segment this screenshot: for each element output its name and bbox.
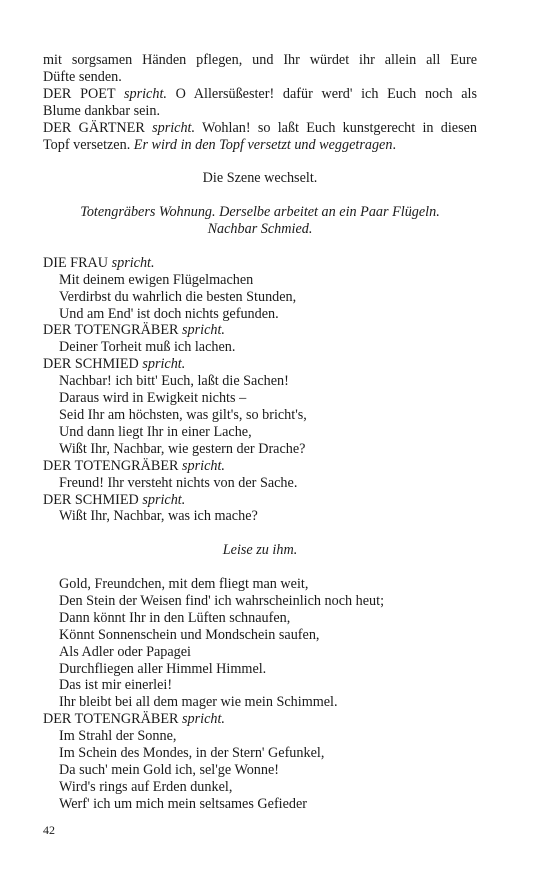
speaker-name: DER GÄRTNER	[43, 119, 145, 136]
speaker-line	[43, 255, 477, 272]
verse-line: Mit deinem ewigen Flügelmachen	[59, 271, 254, 288]
speech-text: Wohlan! so laßt Euch kunstgerecht in diesen	[195, 119, 477, 136]
speaker-line	[43, 711, 477, 728]
page-body	[43, 52, 477, 813]
speech-text: Topf versetzen.	[43, 136, 134, 153]
verse-line: Nachbar! ich bitt' Euch, laßt die Sachen!	[59, 373, 289, 390]
verse-line: Als Adler oder Papagei	[59, 643, 191, 660]
speaker-name: DER POET	[43, 85, 116, 102]
speech-text: O Allersüßester! dafür werd' ich Euch noch als	[166, 85, 477, 102]
stage-direction: spricht.	[142, 491, 186, 508]
verse-line: Daraus wird in Ewigkeit nichts –	[59, 390, 247, 407]
verse-line: Wißt Ihr, Nachbar, was ich mache?	[59, 508, 258, 525]
scene-description-line: Nachbar Schmied.	[207, 221, 313, 238]
verse-line: Wird's rings auf Erden dunkel,	[59, 778, 233, 795]
poet-speech	[43, 86, 477, 103]
verse-line: Und am End' ist doch nichts gefunden.	[59, 305, 279, 322]
speaker-name: DER TOTENGRÄBER	[43, 322, 179, 339]
verse-line: Freund! Ihr versteht nichts von der Sache.	[59, 474, 298, 491]
scene-change: Die Szene wechselt.	[202, 170, 318, 187]
page-number: 42	[43, 823, 55, 837]
verse-line: Und dann liegt Ihr in einer Lache,	[59, 423, 252, 440]
verse-line: Verdirbst du wahrlich die besten Stunden,	[59, 288, 297, 305]
stage-direction: Leise zu ihm.	[222, 542, 298, 559]
stage-direction: spricht.	[152, 119, 196, 136]
scene-description-line: Totengräbers Wohnung. Derselbe arbeitet an ein Paar Flügeln.	[80, 204, 440, 221]
verse-line: Durchfliegen aller Himmel Himmel.	[59, 660, 267, 677]
verse-line: Im Strahl der Sonne,	[59, 728, 177, 745]
stage-direction: Er wird in den Topf versetzt und weggetragen	[133, 136, 393, 153]
speaker-line	[43, 356, 477, 373]
speaker-line	[43, 492, 477, 509]
prose-line: Blume dankbar sein.	[43, 102, 161, 119]
verse-line: Deiner Torheit muß ich lachen.	[59, 339, 236, 356]
verse-line: Gold, Freundchen, mit dem fliegt man weit,	[59, 576, 309, 593]
scene-description	[43, 204, 477, 221]
stage-direction: spricht.	[142, 356, 186, 373]
verse-line: Ihr bleibt bei all dem mager wie mein Schimmel.	[59, 694, 338, 711]
verse-line: Könnt Sonnenschein und Mondschein saufen,	[59, 626, 320, 643]
prose-line: mit sorgsamen Händen pflegen, und Ihr würdet ihr allein all Eure	[43, 52, 477, 68]
speaker-name: DER TOTENGRÄBER	[43, 457, 179, 474]
stage-direction: spricht.	[182, 322, 225, 339]
prose-line: Düfte senden.	[43, 68, 122, 85]
verse-line: Das ist mir einerlei!	[59, 677, 173, 694]
speaker-name: DER SCHMIED	[43, 356, 139, 373]
gaertner-speech	[43, 120, 477, 137]
verse-line: Im Schein des Mondes, in der Stern' Gefunkel,	[59, 745, 325, 762]
speaker-name: DER TOTENGRÄBER	[43, 711, 179, 728]
punctuation: .	[392, 136, 396, 153]
verse-line: Wißt Ihr, Nachbar, wie gestern der Drache?	[59, 440, 306, 457]
speaker-name: DER SCHMIED	[43, 491, 139, 508]
verse-line: Den Stein der Weisen find' ich wahrscheinlich noch heut;	[59, 592, 385, 609]
stage-direction-centered	[43, 542, 477, 559]
verse-line: Seid Ihr am höchsten, was gilt's, so bricht's,	[59, 406, 307, 423]
speaker-line	[43, 458, 477, 475]
stage-direction: spricht.	[182, 711, 225, 728]
stage-direction: spricht.	[123, 85, 167, 102]
verse-line: Werf' ich um mich mein seltsames Gefieder	[59, 795, 308, 812]
scene-description	[43, 221, 477, 238]
prose-line	[43, 137, 477, 154]
stage-direction: spricht.	[111, 254, 155, 271]
stage-direction: spricht.	[182, 457, 225, 474]
speaker-name: DIE FRAU	[43, 254, 109, 271]
speaker-line	[43, 322, 477, 339]
verse-line: Dann könnt Ihr in den Lüften schnaufen,	[59, 609, 291, 626]
verse-line: Da such' mein Gold ich, sel'ge Wonne!	[59, 761, 280, 778]
